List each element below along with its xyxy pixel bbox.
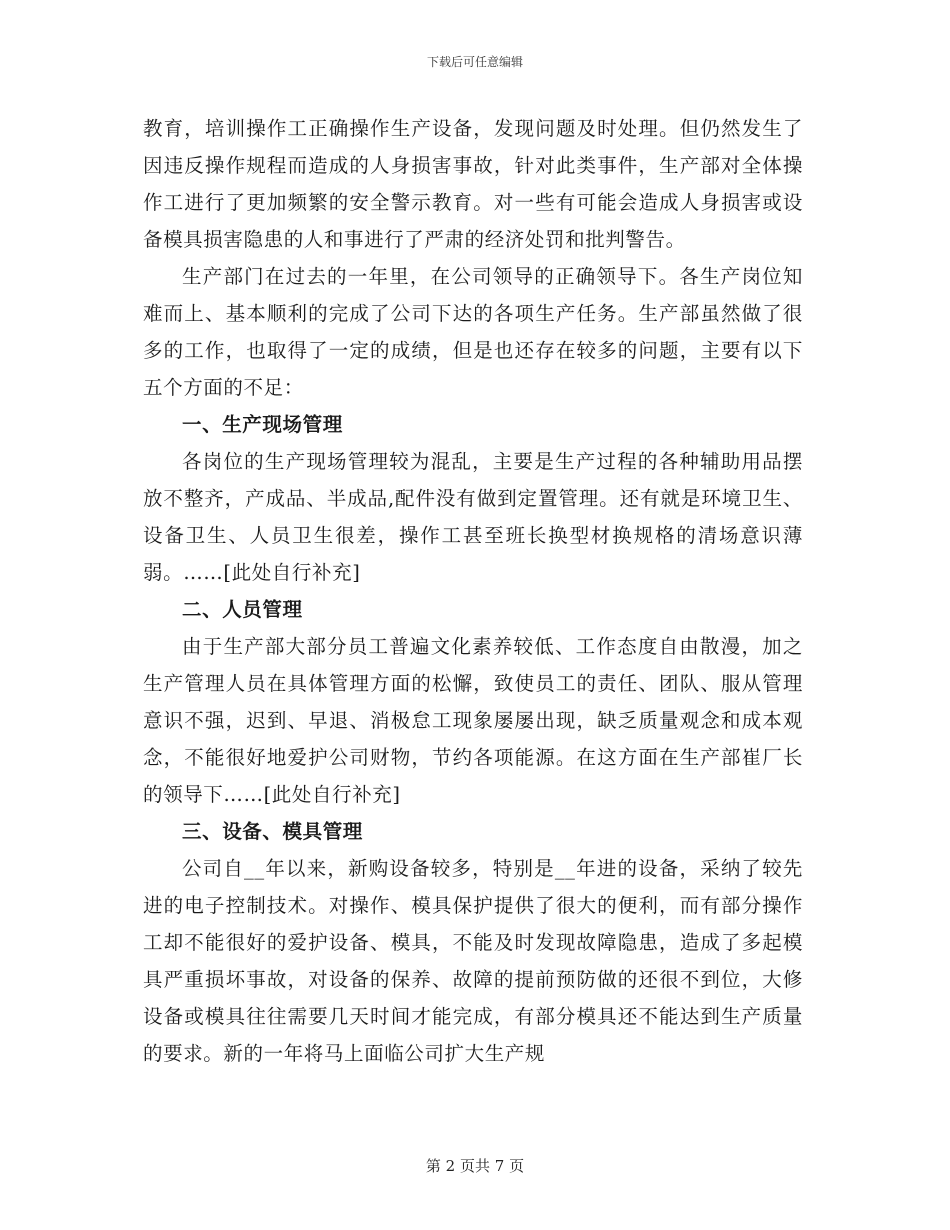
section-heading-site-management: 一、生产现场管理 — [182, 413, 343, 436]
paragraph-personnel-management: 由于生产部大部分员工普遍文化素养较低、工作态度自由散漫，加之生产管理人员在具体管理方面的松懈，致使员工的责任、团队、服从管理意识不强，迟到、早退、消极怠工现象屡屡出现，缺乏质量观念和成本观念，不能很好地爱护公司财物，节约各项能源。在这方面在生产部崔厂长的领导下……[此处自行补充] — [143, 635, 803, 806]
page-header: 下载后可任意编辑 — [426, 55, 523, 69]
section-heading-equipment-management: 三、设备、模具管理 — [182, 820, 363, 843]
section-heading-personnel-management: 二、人员管理 — [182, 598, 303, 621]
paragraph-year-summary: 生产部门在过去的一年里，在公司领导的正确领导下。各生产岗位知难而上、基本顺利的完成了公司下达的各项生产任务。生产部虽然做了很多的工作，也取得了一定的成绩，但是也还存在较多的问题，主要有以下五个方面的不足： — [143, 265, 803, 399]
paragraph-safety-education: 教育，培训操作工正确操作生产设备，发现问题及时处理。但仍然发生了因违反操作规程而造成的人身损害事故，针对此类事件，生产部对全体操作工进行了更加频繁的安全警示教育。对一些有可能会造成人身损害或设备模具损害隐患的人和事进行了严肃的经济处罚和批判警告。 — [143, 117, 803, 251]
paragraph-equipment-management: 公司自__年以来，新购设备较多，特别是__年进的设备，采纳了较先进的电子控制技术。对操作、模具保护提供了很大的便利，而有部分操作工却不能很好的爱护设备、模具，不能及时发现故障隐患，造成了多起模具严重损坏事故，对设备的保养、故障的提前预防做的还很不到位，大修设备或模具往往需要几天时间才能完成，有部分模具还不能达到生产质量的要求。新的一年将马上面临公司扩大生产规 — [143, 857, 803, 1065]
paragraph-site-management: 各岗位的生产现场管理较为混乱，主要是生产过程的各种辅助用品摆放不整齐，产成品、半成品,配件没有做到定置管理。还有就是环境卫生、设备卫生、人员卫生很差，操作工甚至班长换型材换规格的清场意识薄弱。……[此处自行补充] — [143, 450, 803, 584]
page-number: 第 2 页共 7 页 — [425, 1157, 525, 1175]
document-body — [143, 110, 803, 1072]
